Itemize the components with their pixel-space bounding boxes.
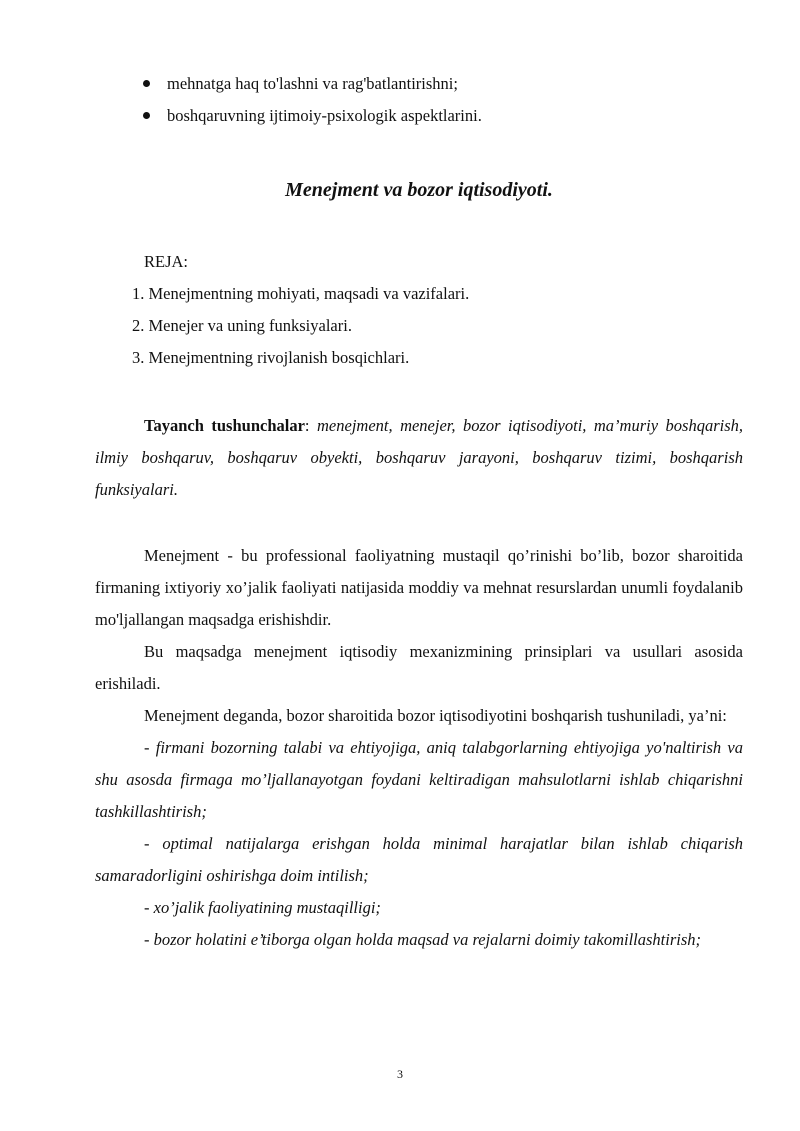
italic-list-item: - xo’jalik faoliyatining mustaqilligi; xyxy=(144,898,381,917)
plan-label: REJA: xyxy=(144,252,189,271)
bullet-icon xyxy=(143,112,150,119)
italic-list-item: - firmani bozorning talabi va ehtiyojiga, aniq talabgorlarning ehtiyojiga yo'naltirish va shu asosda firmaga mo’ljallanayotgan foydani keltiradigan mahsulotlarni ishlab chiqarishni tashkillashtirish; xyxy=(95,738,743,821)
key-terms-paragraph xyxy=(95,410,743,506)
key-terms-label: Tayanch tushunchalar xyxy=(144,416,305,435)
body-paragraph: Menejment deganda, bozor sharoitida bozor iqtisodiyotini boshqarish tushuniladi, ya’ni: xyxy=(144,706,727,725)
plan-list xyxy=(95,278,743,374)
bullet-text: mehnatga haq to'lashni va rag'batlantirishni; xyxy=(167,74,458,93)
italic-list-item: - optimal natijalarga erishgan holda minimal harajatlar bilan ishlab chiqarish samaradorligini oshirishga doim intilish; xyxy=(95,834,743,885)
list-item xyxy=(95,100,743,132)
page-content xyxy=(95,68,743,956)
bullet-list xyxy=(95,68,743,132)
plan-item: 1. Menejmentning mohiyati, maqsadi va vazifalari. xyxy=(132,284,470,303)
body-paragraph: Menejment - bu professional faoliyatning mustaqil qo’rinishi bo’lib, bozor sharoitida firmaning ixtiyoriy xo’jalik faoliyati natijasida moddiy va mehnat resurslardan unumli foydalanib mo'ljallangan maqsadga erishishdir. xyxy=(95,546,743,629)
plan-item: 3. Menejmentning rivojlanish bosqichlari. xyxy=(132,348,410,367)
section-heading: Menejment va bozor iqtisodiyoti. xyxy=(285,179,553,201)
italic-list-item: - bozor holatini e’tiborga olgan holda maqsad va rejalarni doimiy takomillashtirish; xyxy=(144,930,702,949)
bullet-icon xyxy=(143,80,150,87)
key-terms-list: menejment, menejer, bozor iqtisodiyoti, ma’muriy boshqarish, ilmiy boshqaruv, boshqaruv obyekti, boshqaruv jarayoni, boshqaruv tizimi, boshqarish funksiyalari. xyxy=(95,416,743,499)
bullet-text: boshqaruvning ijtimoiy-psixologik aspektlarini. xyxy=(167,106,482,125)
body-paragraph: Bu maqsadga menejment iqtisodiy mexanizmining prinsiplari va usullari asosida erishiladi. xyxy=(95,642,743,693)
list-item xyxy=(95,68,743,100)
plan-item: 2. Menejer va uning funksiyalari. xyxy=(132,316,352,335)
page-number: 3 xyxy=(397,1067,403,1081)
key-terms-colon: : xyxy=(304,416,310,435)
